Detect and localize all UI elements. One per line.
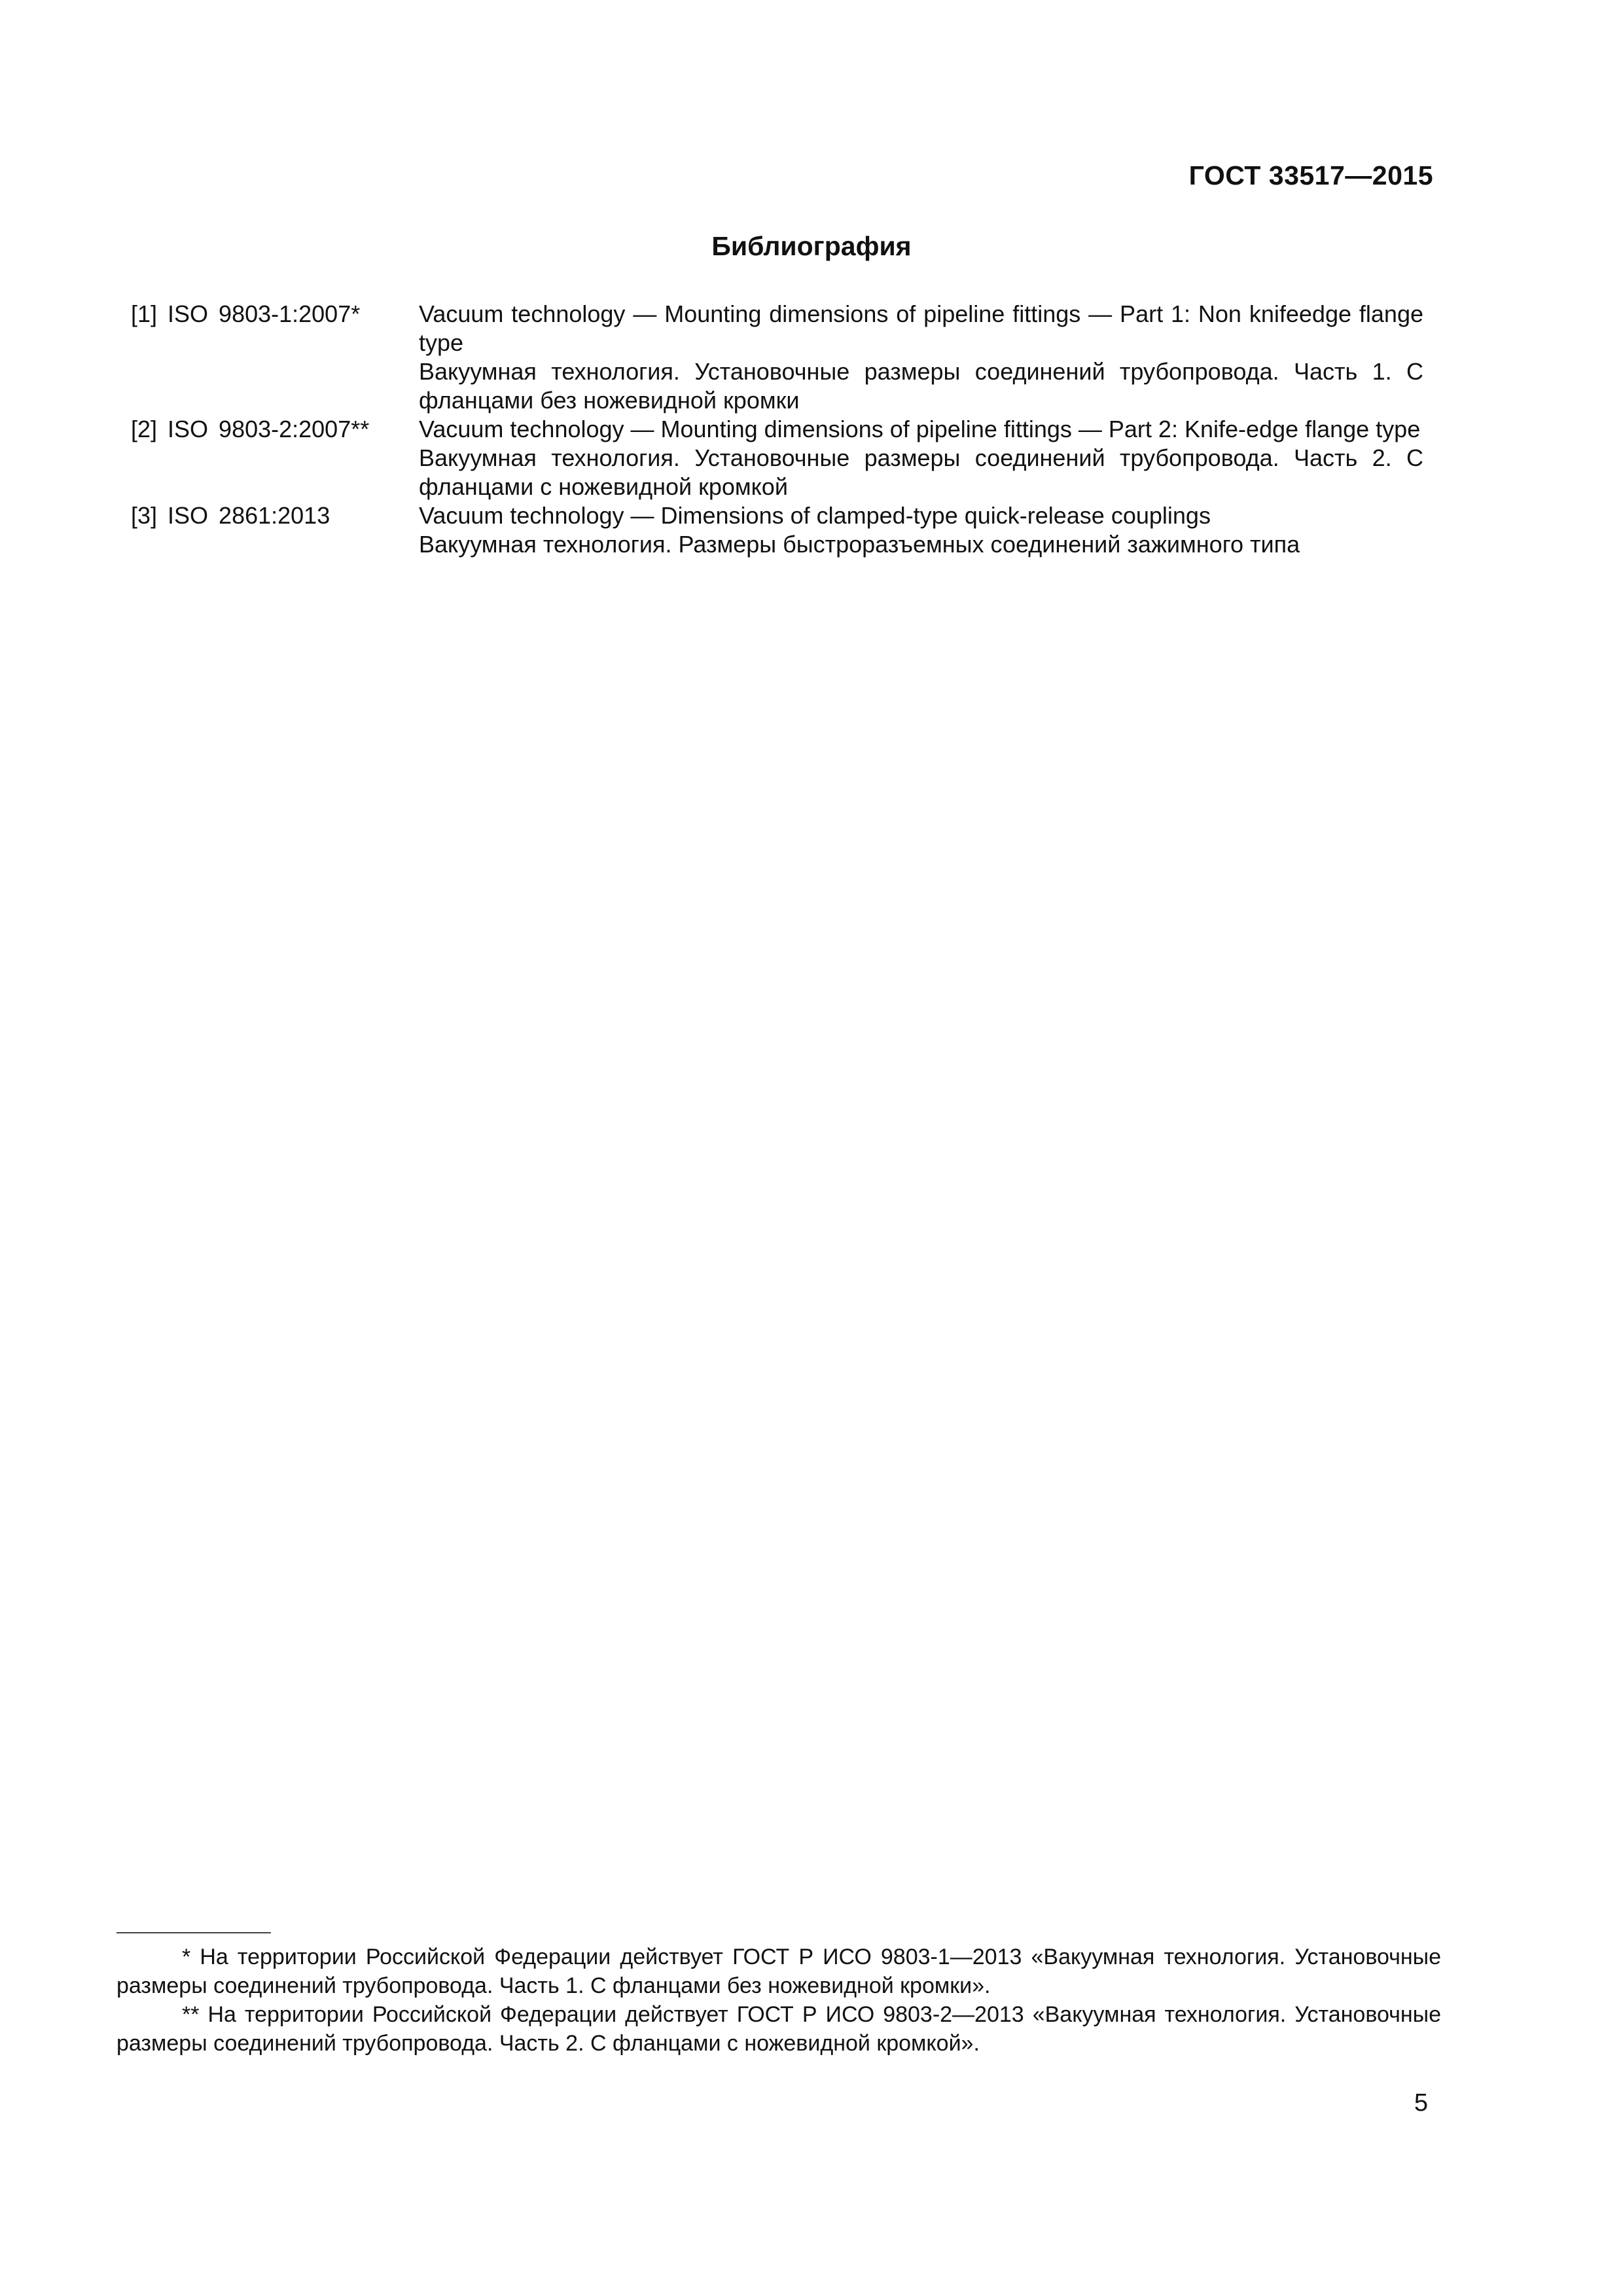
entry-text <box>419 501 1423 559</box>
entry-title-english: Vacuum technology — Dimensions of clamped-type quick-release couplings <box>419 502 1211 529</box>
document-number: ГОСТ 33517—2015 <box>1188 160 1433 190</box>
bibliography-entry <box>131 501 1423 559</box>
entry-reference: [2] ISO 9803-2:2007** <box>131 416 370 442</box>
bibliography-list <box>131 300 1423 559</box>
entry-reference: [1] ISO 9803-1:2007* <box>131 300 361 327</box>
footnotes <box>116 1943 1441 2058</box>
bibliography-entry <box>131 415 1423 501</box>
entry-title-russian: Вакуумная технология. Размеры быстроразъемных соединений зажимного типа <box>419 531 1300 558</box>
footnote-divider <box>116 1932 271 1933</box>
entry-title-russian: Вакуумная технология. Установочные размеры соединений трубопровода. Часть 2. С фланцами с ножевидной кромкой <box>419 444 1423 500</box>
entry-reference: [3] ISO 2861:2013 <box>131 502 330 529</box>
footnote-1: * На территории Российской Федерации действует ГОСТ Р ИСО 9803-1—2013 «Вакуумная технология. Установочные размеры соединений трубопровода. Часть 1. С фланцами без ножевидной кромки». <box>116 1945 1441 1998</box>
entry-text <box>419 415 1423 501</box>
entry-title-russian: Вакуумная технология. Установочные размеры соединений трубопровода. Часть 1. С фланцами без ножевидной кромки <box>419 358 1423 414</box>
entry-text <box>419 300 1423 415</box>
entry-title-english: Vacuum technology — Mounting dimensions of pipeline fittings — Part 2: Knife-edge flange type <box>419 416 1421 442</box>
page-number: 5 <box>1414 2089 1428 2117</box>
section-title: Библиография <box>711 231 912 261</box>
footnote-2: ** На территории Российской Федерации действует ГОСТ Р ИСО 9803-2—2013 «Вакуумная технология. Установочные размеры соединений трубопровода. Часть 2. С фланцами с ножевидной кромкой». <box>116 2002 1441 2056</box>
bibliography-entry <box>131 300 1423 415</box>
entry-title-english: Vacuum technology — Mounting dimensions of pipeline fittings — Part 1: Non knifeedge flange type <box>419 300 1423 356</box>
